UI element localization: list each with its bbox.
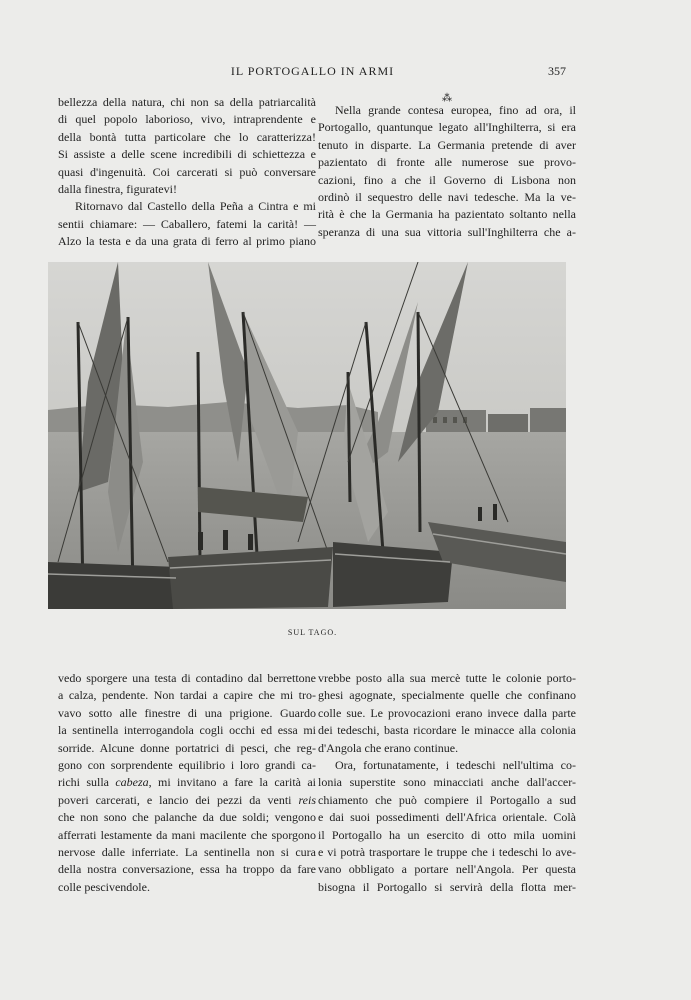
text-line: vedo sporgere una testa di contadino dal berrettone bbox=[58, 671, 316, 685]
text-line: la sentinella interrogandola cogli occhi ed essa mi bbox=[58, 723, 316, 738]
text-line: a calza, pendente. Non tardai a capire che mi tro- bbox=[58, 688, 316, 703]
italic-word: reis bbox=[298, 792, 316, 807]
text-line: di quel popolo laborioso, vivo, intraprendente e bbox=[58, 112, 316, 127]
text-line: vavo sotto alle finestre di una prigione. Guardo bbox=[58, 705, 316, 720]
column-bottom-right bbox=[318, 670, 576, 896]
text-line-with-italic bbox=[58, 774, 316, 791]
column-top-right bbox=[318, 94, 576, 241]
text-line: della nostra conversazione, essa ha troppo da fare bbox=[58, 862, 316, 877]
asterism-ornament: ⁂ bbox=[442, 93, 452, 104]
text-fragment: poveri carcerati, e lancio dei pezzi da venti bbox=[58, 792, 299, 807]
text-line: dei tedeschi, basta ricordare le minacce alla colonia bbox=[318, 723, 576, 738]
text-line: cazioni, fino a che il Governo di Lisbona non bbox=[318, 172, 576, 187]
sailboats-illustration bbox=[48, 262, 566, 609]
text-line: afferrati lestamente da mani macilente che sporgono bbox=[58, 827, 316, 842]
text-line: Alzo la testa e da una grata di ferro al primo piano bbox=[58, 234, 316, 249]
figure-caption: SUL TAGO. bbox=[287, 628, 338, 637]
text-line: speranza di una sua vittoria sull'Inghilterra che a- bbox=[318, 224, 576, 239]
text-line: d'Angola che erano continue. bbox=[318, 740, 459, 755]
italic-word: cabeza bbox=[115, 775, 149, 790]
text-line: e vi potrà trasportare le truppe che i tedeschi lo ave- bbox=[318, 845, 576, 860]
text-line: sorride. Alcune donne portatrici di pesci, che reg- bbox=[58, 740, 316, 755]
text-line: Ritornavo dal Castello della Peña a Cintra e mi bbox=[75, 199, 316, 214]
text-line: della bontà tutta particolare che lo caratterizza! bbox=[58, 129, 316, 144]
text-line: che non sono che palanche da due soldi; vengono bbox=[58, 810, 316, 825]
text-line: chiamento che può compiere il Portogallo a sud bbox=[318, 792, 576, 807]
text-line: colle sue. Le provocazioni erano invece dalla parte bbox=[318, 705, 576, 720]
text-line: dalla finestra, figuratevi! bbox=[58, 182, 177, 197]
text-line: colle pescivendole. bbox=[58, 879, 150, 894]
running-title: IL PORTOGALLO IN ARMI bbox=[230, 64, 395, 78]
text-line: ordinò il sequestro delle navi tedesche. Ma la ve- bbox=[318, 190, 576, 205]
page-number: 357 bbox=[548, 64, 566, 78]
text-line-with-italic bbox=[58, 792, 316, 809]
column-bottom-left bbox=[58, 670, 316, 896]
text-line: rità è che la Germania ha pazientato soltanto nella bbox=[318, 207, 576, 222]
text-line: Nella grande contesa europea, fino ad ora, il bbox=[335, 103, 576, 117]
text-line: bellezza della natura, chi non sa della patriarcalità bbox=[58, 95, 316, 109]
text-line: e dai suoi possedimenti dell'Africa orientale. Colà bbox=[318, 810, 576, 825]
text-line: sentii chiamare: — Caballero, fatemi la carità! — bbox=[58, 216, 316, 231]
text-line: Si assiste a delle scene incredibili di schiettezza e bbox=[58, 147, 316, 162]
text-line: tenuto in disparte. La Germania pretende di aver bbox=[318, 137, 576, 152]
text-line: nervose dalle inferriate. La sentinella non si cura bbox=[58, 845, 316, 860]
text-line: vano obbligato a portare nell'Angola. Per questa bbox=[318, 862, 576, 877]
harbor-photograph bbox=[48, 262, 566, 609]
text-line: Portogallo, quantunque legato all'Inghilterra, si era bbox=[318, 120, 576, 135]
text-line: gono con sorprendente equilibrio i loro grandi ca- bbox=[58, 758, 316, 773]
text-line: quasi d'ingenuità. Coi carcerati si può conversare bbox=[58, 164, 316, 179]
text-line: pazientato di fronte alle numerose sue provo- bbox=[318, 155, 576, 170]
column-top-left bbox=[58, 94, 316, 251]
text-line: vrebbe posto alla sua mercè tutte le colonie porto- bbox=[318, 671, 576, 685]
text-line: bisogna il Portogallo si servirà della flotta mer- bbox=[318, 879, 576, 894]
text-line: ghesi agognate, specialmente quelle che confinano bbox=[318, 688, 576, 703]
text-line: lonia superstite sono minacciati anche dall'accer- bbox=[318, 775, 576, 790]
text-fragment: , mi invitano a fare la carità ai bbox=[148, 775, 316, 790]
text-fragment: richi sulla bbox=[58, 775, 116, 790]
text-line: il Portogallo ha un esercito di otto mila uomini bbox=[318, 827, 576, 842]
text-line: Ora, fortunatamente, i tedeschi nell'ultima co- bbox=[335, 758, 576, 773]
